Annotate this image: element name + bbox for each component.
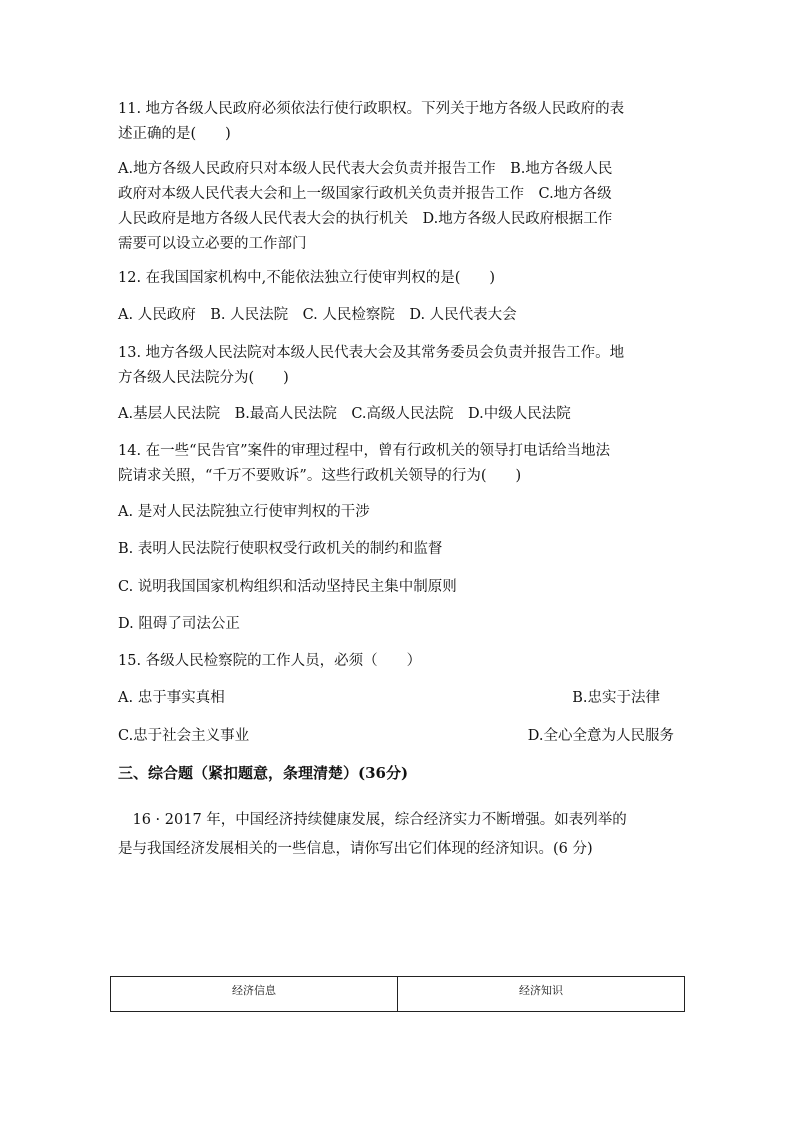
question-13-options (118, 402, 678, 427)
table-header-economic-knowledge: 经济知识 (398, 977, 685, 1012)
question-13-option-line: A.基层人民法院 B.最高人民法院 C.高级人民法院 D.中级人民法院 (118, 406, 571, 422)
question-11-option-line-3: 人民政府是地方各级人民代表大会的执行机关 D.地方各级人民政府根据工作 (118, 211, 613, 227)
question-14 (118, 439, 678, 489)
question-15-options-row-1 (118, 686, 674, 711)
question-15-option-c: C.忠于社会主义事业 (118, 728, 250, 744)
option-line: D. 阻碍了司法公正 (118, 616, 240, 632)
question-15 (118, 649, 678, 674)
question-14-stem-line-2: 院请求关照，“千万不要败诉”。这些行政机关领导的行为( ) (118, 468, 522, 484)
question-13 (118, 341, 678, 391)
question-15-option-d: D.全心全意为人民服务 (527, 728, 674, 744)
question-11-option-line-4: 需要可以设立必要的工作部门 (118, 236, 307, 252)
section-3-title: 三、综合题（紧扣题意，条理清楚）(36分) (118, 764, 409, 782)
question-16-stem-line-2: 是与我国经济发展相关的一些信息，请你写出它们体现的经济知识。(6 分) (118, 841, 593, 857)
economic-info-table (110, 976, 685, 1012)
question-14-option-b (118, 537, 678, 562)
question-15-option-a: A. 忠于事实真相 (118, 690, 225, 706)
question-16-stem-line-1: 16 · 2017 年，中国经济持续健康发展，综合经济实力不断增强。如表列举的 (118, 812, 627, 828)
question-12 (118, 266, 678, 291)
question-12-options (118, 303, 678, 328)
question-14-option-a (118, 500, 678, 525)
question-12-option-line: A. 人民政府 B. 人民法院 C. 人民检察院 D. 人民代表大会 (118, 307, 517, 323)
question-15-option-b: B.忠实于法律 (572, 690, 660, 706)
question-11-option-line-1: A.地方各级人民政府只对本级人民代表大会负责并报告工作 B.地方各级人民 (118, 161, 613, 177)
question-15-stem: 15. 各级人民检察院的工作人员，必须（ ） (118, 653, 422, 669)
question-13-stem-line-1: 13. 地方各级人民法院对本级人民代表大会及其常务委员会负责并报告工作。地 (118, 345, 625, 361)
question-11-option-line-2: 政府对本级人民代表大会和上一级国家行政机关负责并报告工作 C.地方各级 (118, 186, 612, 202)
option-line: B. 表明人民法院行使职权受行政机关的制约和监督 (118, 541, 443, 557)
table-header-row (111, 977, 685, 1012)
question-11-stem-line-1: 11. 地方各级人民政府必须依法行使行政职权。下列关于地方各级人民政府的表 (118, 101, 625, 117)
question-13-stem-line-2: 方各级人民法院分为( ) (118, 370, 289, 386)
question-15-options-row-2 (118, 724, 674, 749)
section-heading (118, 761, 678, 786)
question-16 (118, 806, 678, 864)
option-line: A. 是对人民法院独立行使审判权的干涉 (118, 504, 370, 520)
question-12-stem: 12. 在我国国家机构中,不能依法独立行使审判权的是( ) (118, 270, 496, 286)
question-11-options (118, 157, 678, 257)
option-line: C. 说明我国国家机构组织和活动坚持民主集中制原则 (118, 579, 457, 595)
question-14-option-c (118, 575, 678, 600)
table-header-economic-info: 经济信息 (111, 977, 398, 1012)
question-11 (118, 97, 678, 147)
question-14-stem-line-1: 14. 在一些“民告官”案件的审理过程中，曾有行政机关的领导打电话给当地法 (118, 443, 610, 459)
question-11-stem-line-2: 述正确的是( ) (118, 126, 231, 142)
question-14-option-d (118, 612, 678, 637)
